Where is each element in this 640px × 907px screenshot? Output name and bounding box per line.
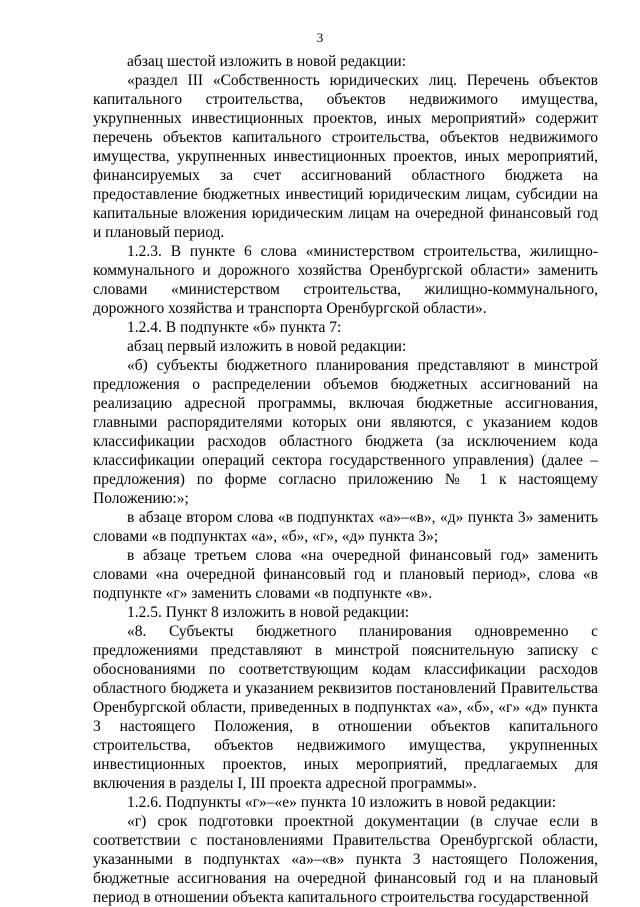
paragraph-3: 1.2.3. В пункте 6 слова «министерством строительства, жилищно-коммунального и дорожного хозяйства Оренбургской области» заменить словами «министерством строительства, жилищно-коммунального, дорожного хозяйства и транспорта Оренбургской области». [93,243,598,317]
paragraph-5: абзац первый изложить в новой редакции: [127,338,407,355]
paragraph-12: «г) срок подготовки проектной документации (в случае если в соответствии с постановлениями Правительства Оренбургской области, указанными в подпунктах «а»–«в» пункта 3 настоящего Положения, бюджетные ассигнования на очередной финансовый год и на плановый период в отношении объекта капитального строительства государственной [93,813,598,906]
paragraph-11: 1.2.6. Подпункты «г»–«е» пункта 10 изложить в новой редакции: [127,794,557,811]
paragraph-1: абзац шестой изложить в новой редакции: [127,53,407,70]
paragraph-6: «б) субъекты бюджетного планирования представляют в минстрой предложения о распределении объемов бюджетных ассигнований на реализацию адресной программы, включая бюджетные ассигнования, главными распорядителями которых они являются, с указанием кодов классификации расходов областного бюджета (за исключением кода классификации операций сектора государственного управления) (далее – предложения) по форме согласно приложению № 1 к настоящему Положению:»; [93,357,598,507]
paragraph-7: в абзаце втором слова «в подпунктах «а»–«в», «д» пункта 3» заменить словами «в подпунктах «а», «б», «г», «д» пункта 3»; [93,509,598,545]
paragraph-9: 1.2.5. Пункт 8 изложить в новой редакции: [127,604,410,621]
page-number: 3 [316,30,324,45]
paragraph-4: 1.2.4. В подпункте «б» пункта 7: [127,319,342,336]
document-body [93,52,598,907]
paragraph-10: «8. Субъекты бюджетного планирования одновременно с предложениями представляют в минстрой пояснительную записку с обоснованиями по соответствующим кодам классификации расходов областного бюджета и указанием реквизитов постановлений Правительства Оренбургской области, приведенных в подпунктах «а», «б», «г» «д» пункта 3 настоящего Положения, в отношении объектов капитального строительства, объектов недвижимого имущества, укрупненных инвестиционных проектов, иных мероприятий, предлагаемых для включения в разделы I, III проекта адресной программы». [93,623,598,792]
paragraph-8: в абзаце третьем слова «на очередной финансовый год» заменить словами «на очередной финансовый год и плановый период», слова «в подпункте «г» заменить словами «в подпункте «в». [93,547,598,602]
paragraph-2: «раздел III «Собственность юридических лиц. Перечень объектов капитального строительства, объектов недвижимого имущества, укрупненных инвестиционных проектов, иных мероприятий» содержит перечень объектов капитального строительства, объектов недвижимого имущества, укрупненных инвестиционных проектов, иных мероприятий, финансируемых за счет ассигнований областного бюджета на предоставление бюджетных инвестиций юридическим лицам, субсидии на капитальные вложения юридическим лицам на очередной финансовый год и плановый период. [93,72,598,241]
